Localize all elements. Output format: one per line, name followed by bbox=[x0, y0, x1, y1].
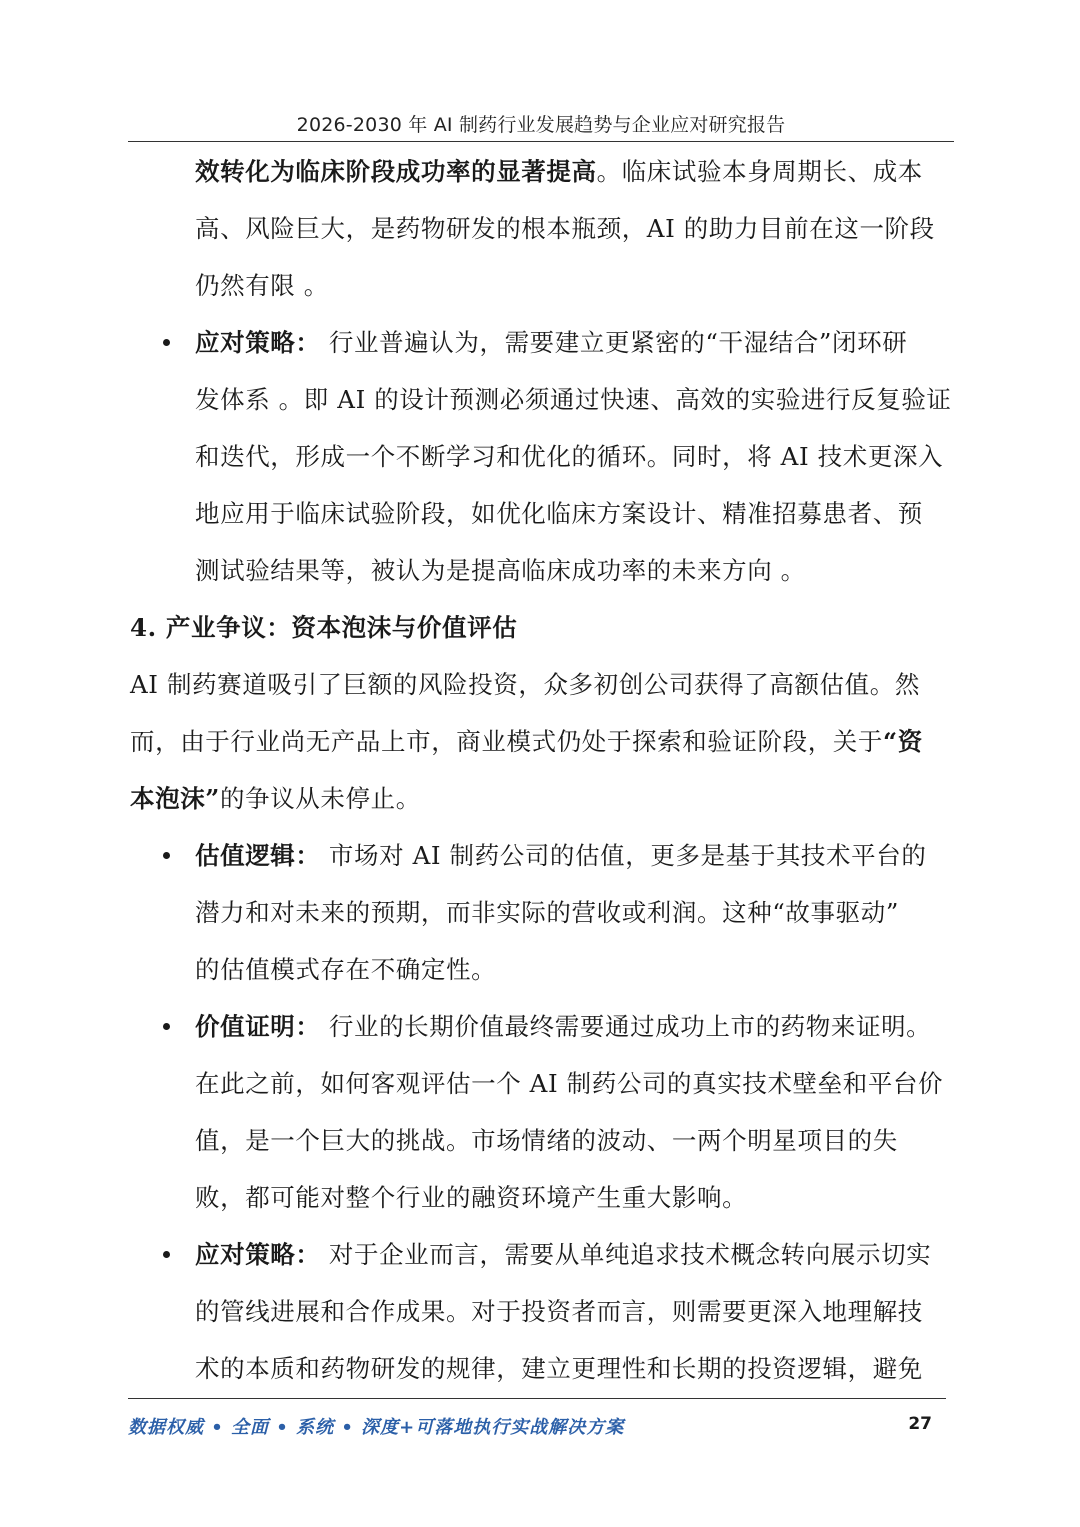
body-text: 行业普遍认为，需要建立更紧密的“干湿结合”闭环研 bbox=[320, 328, 908, 357]
body-line: 测试验结果等，被认为是提高临床成功率的未来方向 。 bbox=[195, 556, 806, 585]
body-text: 的争议从未停止。 bbox=[220, 784, 421, 813]
bullet-label: 应对策略： bbox=[195, 328, 321, 357]
header-divider bbox=[128, 141, 954, 142]
emphasis-text: “资 bbox=[883, 727, 923, 756]
emphasis-text: 本泡沫” bbox=[130, 784, 220, 813]
body-line: 术的本质和药物研发的规律，建立更理性和长期的投资逻辑，避免 bbox=[195, 1354, 923, 1383]
report-header-title: 2026-2030 年 AI 制药行业发展趋势与企业应对研究报告 bbox=[296, 114, 786, 136]
body-line: 地应用于临床试验阶段，如优化临床方案设计、精准招募患者、预 bbox=[195, 499, 923, 528]
body-text: 市场对 AI 制药公司的估值，更多是基于其技术平台的 bbox=[320, 841, 927, 870]
body-line bbox=[130, 713, 952, 770]
body-line: 潜力和对未来的预期，而非实际的营收或利润。这种“故事驱动” bbox=[195, 898, 899, 927]
body-line: 的管线进展和合作成果。对于投资者而言，则需要更深入地理解技 bbox=[195, 1297, 923, 1326]
body-line: 在此之前，如何客观评估一个 AI 制药公司的真实技术壁垒和平台价 bbox=[195, 1069, 944, 1098]
bullet-item-value-proof bbox=[130, 998, 952, 1055]
body-line: 高、风险巨大，是药物研发的根本瓶颈，AI 的助力目前在这一阶段 bbox=[195, 214, 935, 243]
body-line: 仍然有限 。 bbox=[195, 271, 329, 300]
body-line bbox=[130, 770, 952, 827]
body-line: 败，都可能对整个行业的融资环境产生重大影响。 bbox=[195, 1183, 748, 1212]
body-line: 的估值模式存在不确定性。 bbox=[195, 955, 497, 984]
page-number: 27 bbox=[908, 1414, 932, 1434]
bullet-label: 估值逻辑： bbox=[195, 841, 321, 870]
bullet-icon bbox=[163, 339, 170, 346]
bullet-icon bbox=[163, 1251, 170, 1258]
body-line bbox=[130, 143, 952, 200]
bullet-icon bbox=[163, 852, 170, 859]
bullet-item-strategy-1 bbox=[130, 314, 952, 371]
body-text: 而，由于行业尚无产品上市，商业模式仍处于探索和验证阶段，关于 bbox=[130, 727, 883, 756]
body-line: AI 制药赛道吸引了巨额的风险投资，众多初创公司获得了高额估值。然 bbox=[130, 670, 920, 699]
body-line: 发体系 。即 AI 的设计预测必须通过快速、高效的实验进行反复验证 bbox=[195, 385, 952, 414]
bullet-item-valuation-logic bbox=[130, 827, 952, 884]
section-heading: 4. 产业争议：资本泡沫与价值评估 bbox=[130, 613, 518, 642]
body-line: 和迭代，形成一个不断学习和优化的循环。同时，将 AI 技术更深入 bbox=[195, 442, 944, 471]
body-text: 。临床试验本身周期长、成本 bbox=[596, 157, 923, 186]
footer-slogan: 数据权威 • 全面 • 系统 • 深度+可落地执行实战解决方案 bbox=[128, 1417, 625, 1438]
bullet-label: 价值证明： bbox=[195, 1012, 321, 1041]
page-body bbox=[130, 143, 952, 1397]
footer-divider bbox=[128, 1398, 946, 1399]
bullet-label: 应对策略： bbox=[195, 1240, 321, 1269]
emphasis-text: 效转化为临床阶段成功率的显著提高 bbox=[195, 157, 597, 186]
bullet-item-strategy-2 bbox=[130, 1226, 952, 1283]
body-text: 行业的长期价值最终需要通过成功上市的药物来证明。 bbox=[320, 1012, 932, 1041]
bullet-icon bbox=[163, 1023, 170, 1030]
body-text: 对于企业而言，需要从单纯追求技术概念转向展示切实 bbox=[320, 1240, 932, 1269]
body-line: 值，是一个巨大的挑战。市场情绪的波动、一两个明星项目的失 bbox=[195, 1126, 898, 1155]
